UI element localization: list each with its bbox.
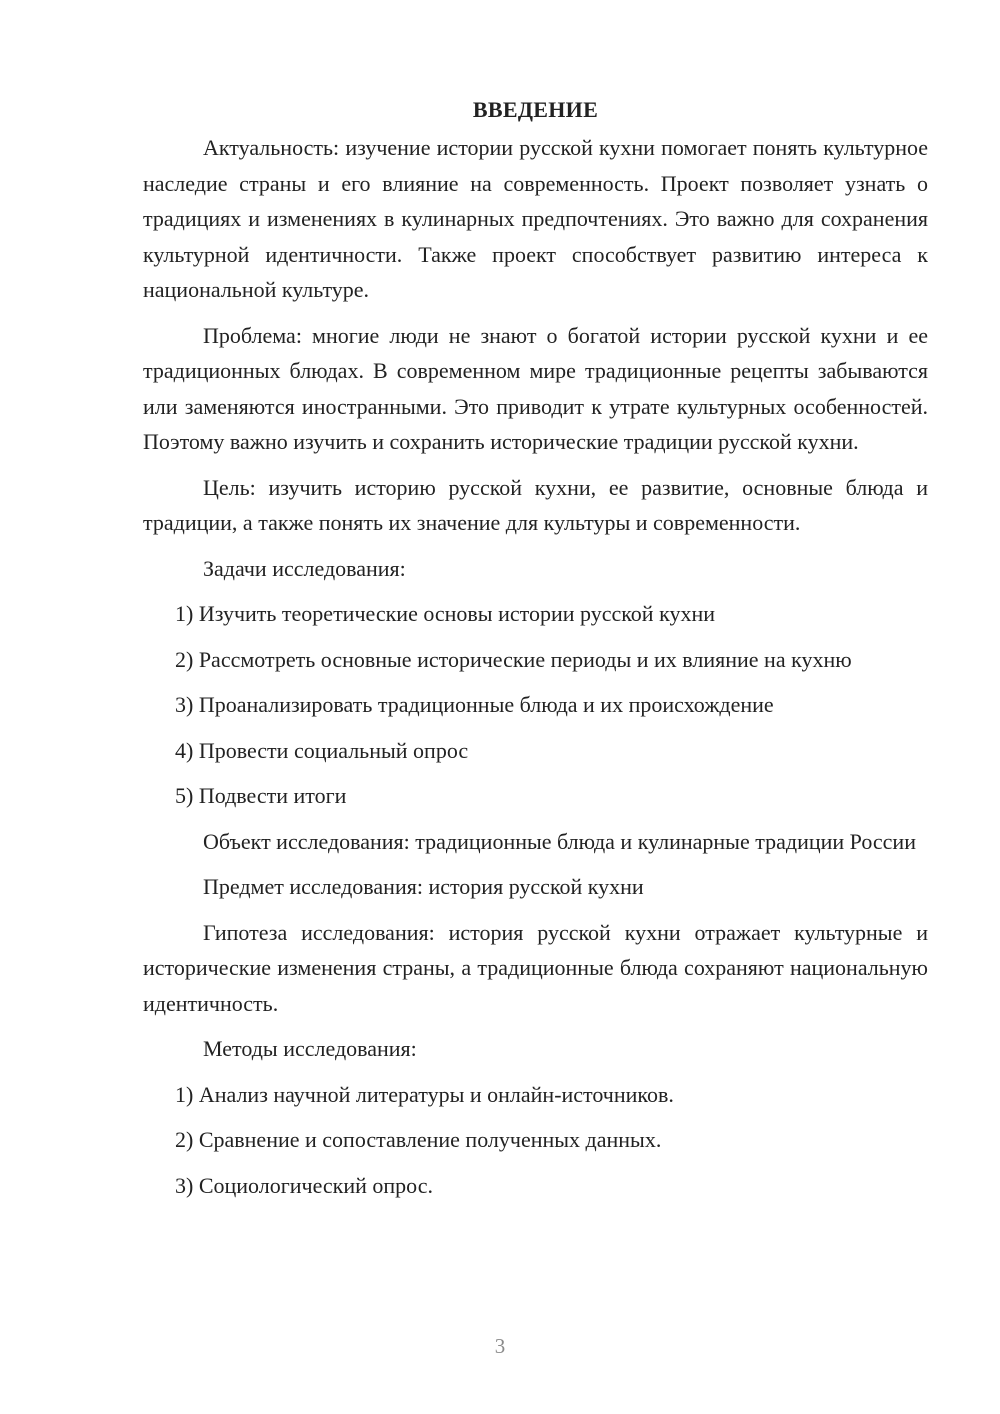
object-paragraph: Объект исследования: традиционные блюда и кулинарные традиции России [203, 828, 916, 854]
method-item-2: 2) Сравнение и сопоставление полученных данных. [175, 1127, 662, 1152]
method-item-1: 1) Анализ научной литературы и онлайн-источников. [175, 1081, 674, 1107]
task-item-1: 1) Изучить теоретические основы истории русской кухни [175, 601, 715, 626]
task-item-4: 4) Провести социальный опрос [175, 737, 469, 763]
method-item-3: 3) Социологический опрос. [175, 1172, 433, 1198]
task-item-3: 3) Проанализировать традиционные блюда и их происхождение [175, 692, 774, 717]
document-body [143, 92, 928, 1203]
tasks-title: Задачи исследования: [203, 555, 406, 581]
goal-paragraph: Цель: изучить историю русской кухни, ее развитие, основные блюда и традиции, а также понять их значение для культуры и современности. [143, 474, 928, 535]
page-number: 3 [494, 1334, 506, 1358]
relevance-paragraph: Актуальность: изучение истории русской кухни помогает понять культурное наследие страны и его влияние на современность. Проект позволяет узнать о традициях и изменениях в кулинарных предпочтениях. Это важно для сохранения культурной идентичности. Также проект способствует развитию интереса к национальной культуре. [143, 135, 928, 302]
task-item-5: 5) Подвести итоги [175, 783, 347, 808]
methods-title: Методы исследования: [203, 1036, 417, 1061]
hypothesis-paragraph: Гипотеза исследования: история русской кухни отражает культурные и исторические изменения страны, а традиционные блюда сохраняют национальную идентичность. [143, 919, 928, 1016]
section-heading: ВВЕДЕНИЕ [472, 97, 599, 122]
task-item-2: 2) Рассмотреть основные исторические периоды и их влияние на кухню [175, 646, 852, 672]
problem-paragraph: Проблема: многие люди не знают о богатой истории русской кухни и ее традиционных блюдах. В современном мире традиционные рецепты забываются или заменяются иностранными. Это приводит к утрате культурных особенностей. Поэтому важно изучить и сохранить исторические традиции русской кухни. [143, 322, 928, 454]
subject-paragraph: Предмет исследования: история русской кухни [203, 874, 644, 899]
